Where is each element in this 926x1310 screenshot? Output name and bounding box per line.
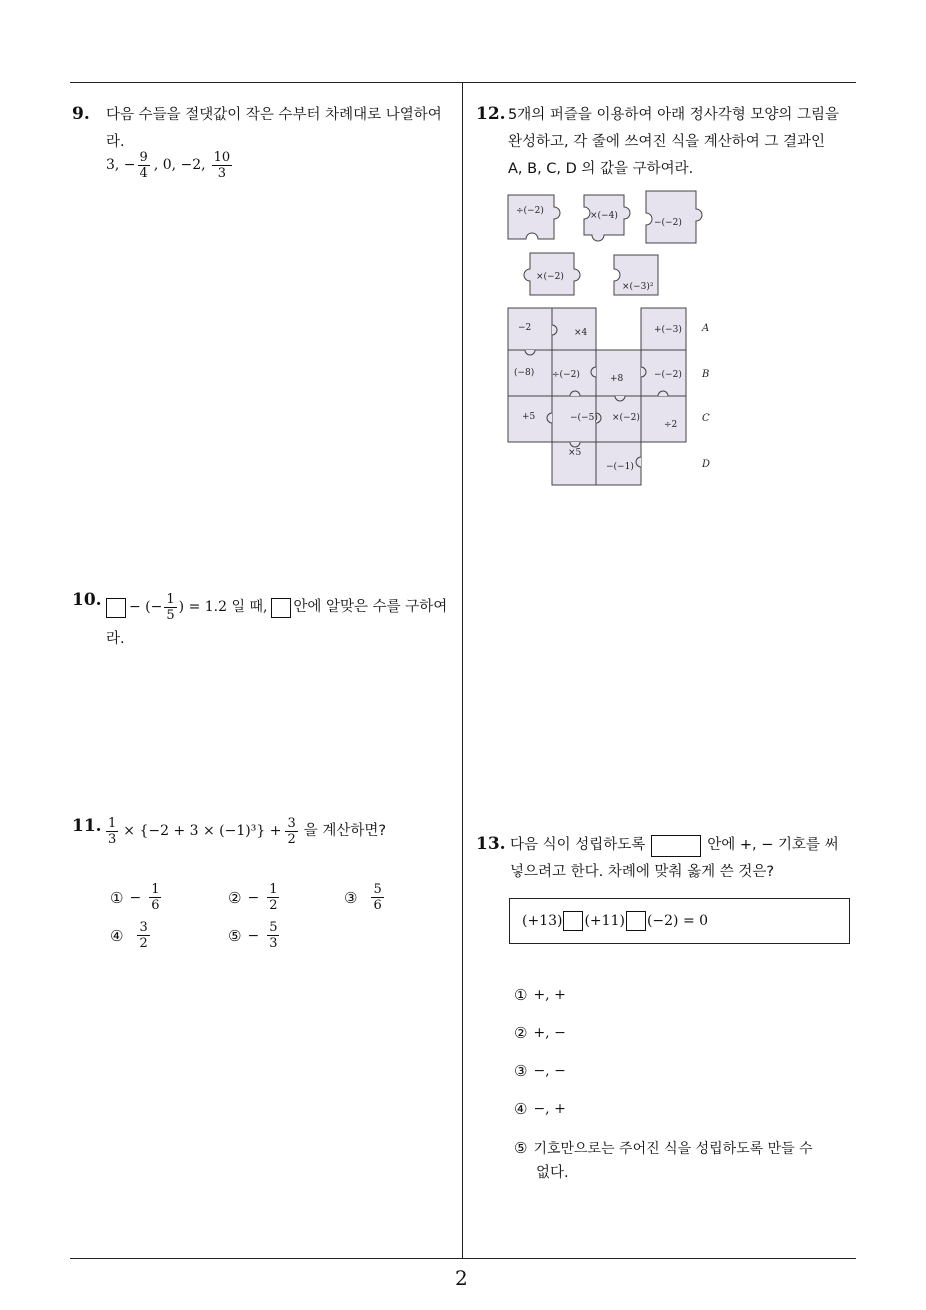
- question-10-line1: − (− $\frac{1}{5}$ ) = 1.2 일 때, 안에 알맞은 수를 구하여: [106, 592, 447, 623]
- loose-piece-1-label: ÷(−2): [516, 206, 544, 216]
- question-13-line1: 다음 식이 성립하도록 안에 +, − 기호를 써: [510, 832, 839, 859]
- loose-piece-5-label: ×(−3)²: [622, 282, 654, 292]
- q13-choice-2[interactable]: ② +, −: [514, 1024, 566, 1042]
- fraction-9-4: $\frac{9}{4}$: [139, 150, 148, 181]
- blank-box-wide: [651, 835, 701, 857]
- fraction-1-3: $\frac{1}{3}$: [108, 816, 117, 847]
- grid-label-8: +5: [522, 412, 536, 422]
- puzzle-figure: [500, 185, 725, 490]
- column-divider: [462, 82, 463, 1258]
- answer-box: [106, 598, 126, 618]
- grid-label-2: ×4: [574, 328, 588, 338]
- page-number: 2: [455, 1266, 468, 1290]
- loose-piece-4: [524, 253, 580, 295]
- grid-label-9: −(−5): [570, 413, 598, 423]
- loose-piece-2: [584, 195, 630, 241]
- question-13-line2: 넣으려고 한다. 차례에 맞춰 옳게 쓴 것은?: [510, 864, 775, 880]
- grid-label-10: ×(−2): [612, 413, 640, 423]
- question-9-line1: 다음 수들을 절댓값이 작은 수부터 차례대로 나열하여: [106, 107, 442, 123]
- grid-label-12: ×5: [568, 448, 582, 458]
- grid-label-1: −2: [518, 323, 532, 333]
- q13-choice-5[interactable]: ⑤ 기호만으로는 주어진 식을 성립하도록 만들 수: [514, 1139, 813, 1157]
- loose-piece-2-label: ×(−4): [590, 211, 618, 221]
- answer-box-reference: [271, 598, 291, 618]
- question-10-line2: 라.: [106, 631, 125, 647]
- sign-box-1: [563, 911, 583, 931]
- q11-choice-1[interactable]: ① − $\frac{1}{6}$: [110, 882, 160, 913]
- grid-label-3: +(−3): [654, 325, 682, 335]
- question-11-expression: $\frac{1}{3}$ × {−2 + 3 × (−1)³} + $\frac{3}{2}$ 을 계산하면?: [108, 816, 387, 847]
- q11-choice-5[interactable]: ⑤ − $\frac{5}{3}$: [228, 920, 278, 951]
- q11-choice-4[interactable]: ④ $\frac{3}{2}$: [110, 920, 148, 951]
- question-9-number-list: 3, − $\frac{9}{4}$ , 0, −2, $\frac{10}{3}$: [106, 150, 231, 181]
- fraction-1-5: $\frac{1}{5}$: [166, 592, 175, 623]
- grid-label-7: −(−2): [654, 370, 682, 380]
- q13-choice-1[interactable]: ① +, +: [514, 986, 566, 1004]
- row-label-d: D: [702, 459, 711, 470]
- top-rule: [70, 82, 856, 83]
- loose-piece-3: [646, 191, 702, 243]
- q11-choice-2[interactable]: ② − $\frac{1}{2}$: [228, 882, 278, 913]
- q13-choice-3[interactable]: ③ −, −: [514, 1062, 566, 1080]
- grid-label-6: +8: [610, 374, 624, 384]
- fraction-3-2: $\frac{3}{2}$: [287, 816, 296, 847]
- grid-label-13: −(−1): [606, 462, 634, 472]
- question-13-number: 13.: [476, 834, 506, 854]
- q13-choice-4[interactable]: ④ −, +: [514, 1100, 566, 1118]
- fraction-10-3: $\frac{10}{3}$: [213, 150, 231, 181]
- loose-piece-5: [614, 255, 658, 295]
- row-label-b: B: [702, 369, 710, 380]
- loose-piece-3-label: −(−2): [654, 218, 682, 228]
- q13-choice-5-line2: 없다.: [536, 1165, 569, 1181]
- question-12-text: 5개의 퍼즐을 이용하여 아래 정사각형 모양의 그림을 완성하고, 각 줄에 쓰여진 식을 계산하여 그 결과인 A, B, C, D 의 값을 구하여라.: [508, 107, 840, 177]
- grid-label-5: ÷(−2): [552, 370, 580, 380]
- equation-box: (+13) (+11) (−2) = 0: [509, 898, 850, 944]
- sign-box-2: [626, 911, 646, 931]
- row-label-c: C: [702, 413, 710, 424]
- question-11-number: 11.: [72, 816, 102, 836]
- question-9-line2: 라.: [106, 134, 125, 150]
- grid-label-4: (−8): [514, 368, 535, 378]
- loose-piece-4-label: ×(−2): [536, 272, 564, 282]
- question-12-number: 12.: [476, 104, 506, 124]
- loose-piece-1: [508, 195, 560, 239]
- grid-label-11: ÷2: [664, 420, 678, 430]
- assembled-puzzle: [508, 308, 686, 485]
- q11-choice-3[interactable]: ③ $\frac{5}{6}$: [344, 882, 382, 913]
- question-9-number: 9.: [72, 104, 90, 124]
- question-9-text: [106, 102, 456, 156]
- question-10-number: 10.: [72, 590, 102, 610]
- row-label-a: A: [702, 323, 710, 334]
- bottom-rule: [70, 1258, 856, 1259]
